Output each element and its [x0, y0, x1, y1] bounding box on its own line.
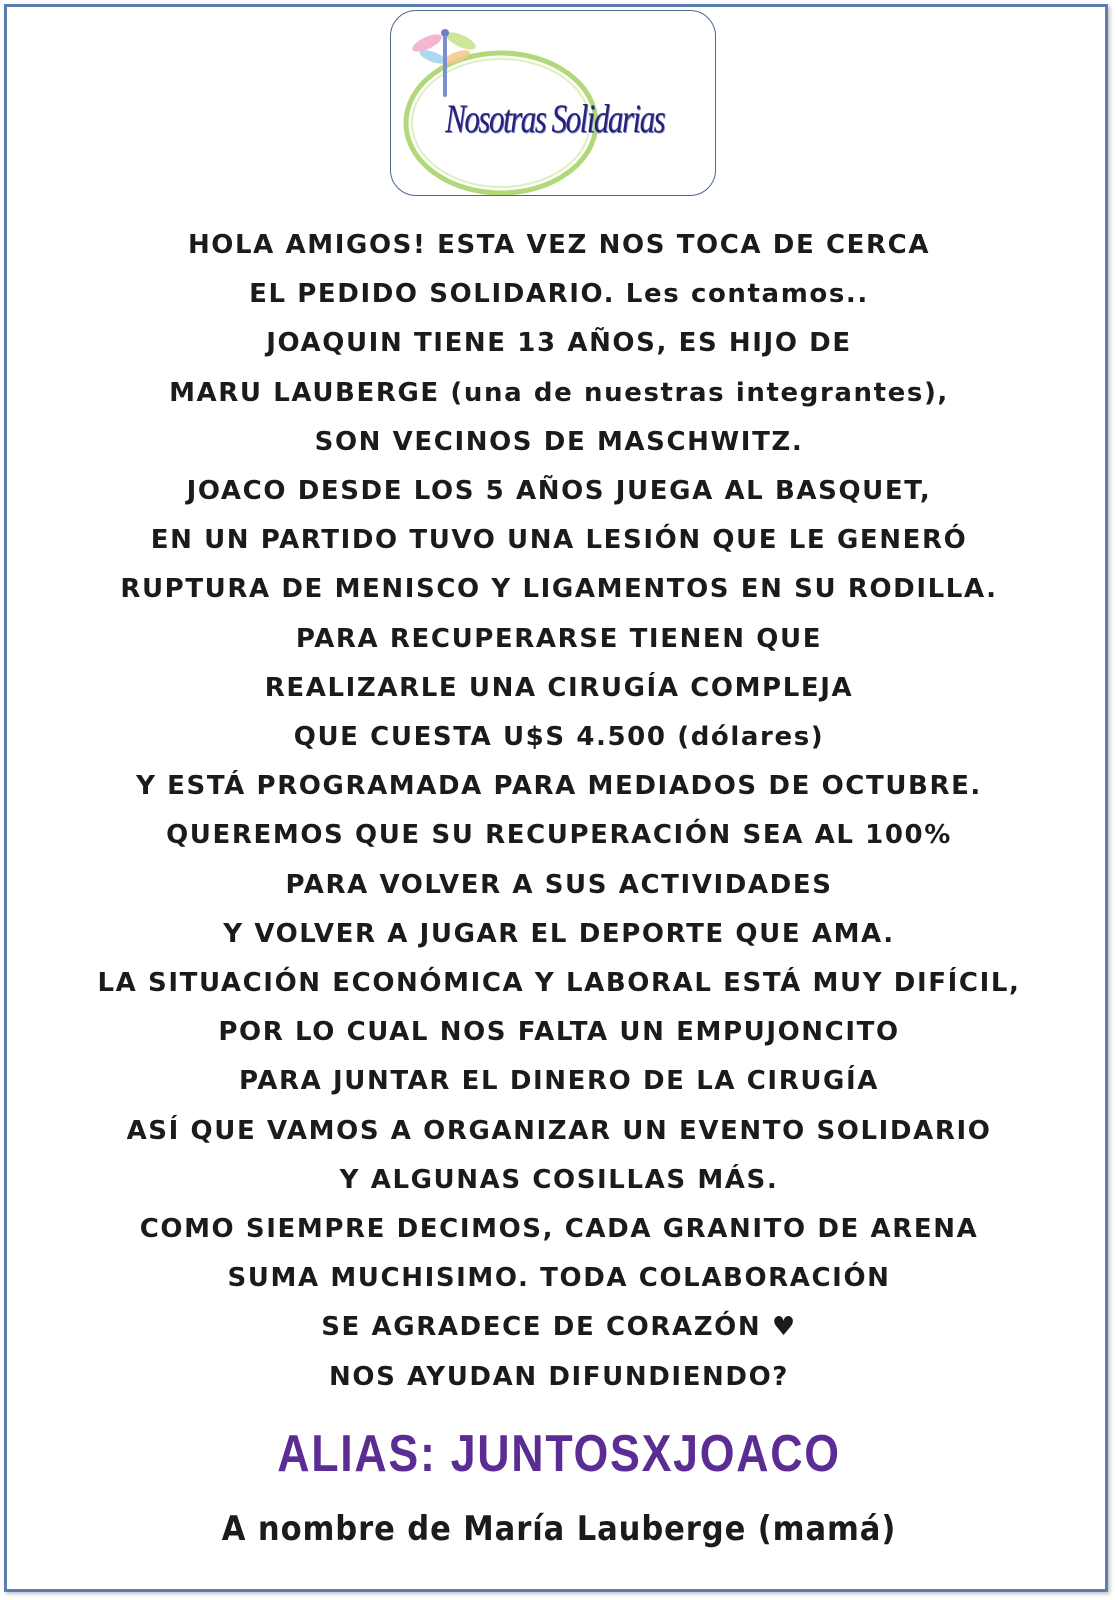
message-line: LA SITUACIÓN ECONÓMICA Y LABORAL ESTÁ MUY DIFÍCIL, [97, 968, 1021, 999]
message-line: NOS AYUDAN DIFUNDIENDO? [329, 1361, 789, 1392]
message-line: JOACO DESDE LOS 5 AÑOS JUEGA AL BASQUET, [186, 476, 932, 507]
message-line: SON VECINOS DE MASCHWITZ. [314, 426, 804, 457]
brand-name: Nosotras Solidarias [445, 96, 665, 141]
message-line: REALIZARLE UNA CIRUGÍA COMPLEJA [264, 672, 854, 703]
message-line: HOLA AMIGOS! ESTA VEZ NOS TOCA DE CERCA [187, 230, 931, 260]
message-body [20, 221, 1098, 1402]
message-line: PARA RECUPERARSE TIENEN QUE [295, 623, 823, 654]
payment-alias: ALIAS: JUNTOSXJOACO [277, 1425, 841, 1483]
message-line: Y ALGUNAS COSILLAS MÁS. [339, 1164, 779, 1195]
message-line: COMO SIEMPRE DECIMOS, CADA GRANITO DE ARENA [139, 1214, 979, 1245]
account-owner: A nombre de María Lauberge (mamá) [221, 1509, 897, 1549]
message-line: QUEREMOS QUE SU RECUPERACIÓN SEA AL 100% [166, 820, 952, 851]
message-line: SE AGRADECE DE CORAZÓN ♥ [321, 1312, 797, 1343]
message-line: PARA JUNTAR EL DINERO DE LA CIRUGÍA [239, 1066, 879, 1097]
message-line: JOAQUIN TIENE 13 AÑOS, ES HIJO DE [266, 328, 852, 359]
message-line: Y VOLVER A JUGAR EL DEPORTE QUE AMA. [223, 918, 895, 949]
message-line: ASÍ QUE VAMOS A ORGANIZAR UN EVENTO SOLIDARIO [126, 1115, 992, 1146]
message-line: POR LO CUAL NOS FALTA UN EMPUJONCITO [218, 1017, 900, 1048]
message-line: Y ESTÁ PROGRAMADA PARA MEDIADOS DE OCTUBRE. [136, 771, 982, 802]
message-line: MARU LAUBERGE (una de nuestras integrantes), [169, 377, 949, 408]
message-line: RUPTURA DE MENISCO Y LIGAMENTOS EN SU RODILLA. [120, 574, 998, 605]
message-line: PARA VOLVER A SUS ACTIVIDADES [285, 869, 833, 900]
message-line: EN UN PARTIDO TUVO UNA LESIÓN QUE LE GENERÓ [150, 525, 968, 556]
message-line: QUE CUESTA U$S 4.500 (dólares) [293, 722, 825, 753]
message-line: EL PEDIDO SOLIDARIO. Les contamos.. [249, 279, 869, 310]
logo [390, 10, 716, 196]
message-line: SUMA MUCHISIMO. TODA COLABORACIÓN [227, 1263, 891, 1294]
